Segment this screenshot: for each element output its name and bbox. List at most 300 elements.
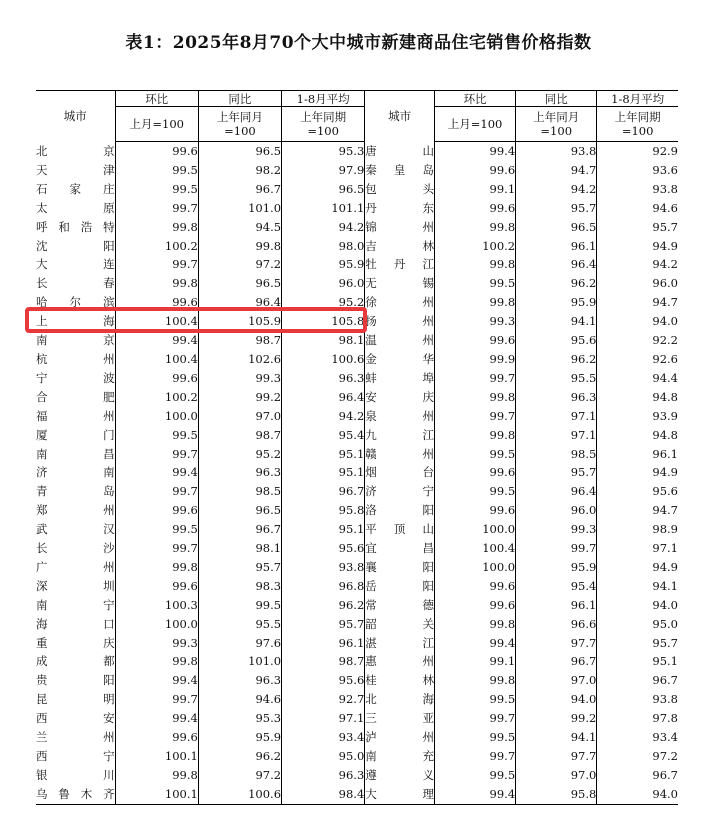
yoy-cell: 95.7 xyxy=(516,199,597,218)
city-name-cell: 惠州 xyxy=(365,652,435,671)
avg-cell: 96.1 xyxy=(282,634,365,653)
avg-cell: 95.0 xyxy=(597,615,678,634)
mom-cell: 99.7 xyxy=(434,407,515,426)
yoy-cell: 97.1 xyxy=(516,426,597,445)
table-row xyxy=(36,785,678,804)
avg-cell: 95.7 xyxy=(282,615,365,634)
city-name-cell: 长春 xyxy=(36,276,115,291)
yoy-cell: 93.8 xyxy=(516,142,597,161)
mom-cell: 99.5 xyxy=(434,766,515,785)
mom-cell: 99.8 xyxy=(434,426,515,445)
yoy-cell: 96.3 xyxy=(198,463,281,482)
table-body xyxy=(36,142,678,805)
yoy-cell: 96.7 xyxy=(516,652,597,671)
yoy-cell: 98.5 xyxy=(516,445,597,464)
mom-cell: 99.8 xyxy=(115,274,198,293)
yoy-cell: 97.0 xyxy=(198,407,281,426)
city-name-cell: 沈阳 xyxy=(36,238,115,253)
mom-cell: 99.5 xyxy=(115,426,198,445)
city-name-cell: 大理 xyxy=(365,785,435,804)
city-name-cell: 平顶山 xyxy=(365,520,435,539)
mom-cell: 99.6 xyxy=(434,199,515,218)
mom-cell: 99.4 xyxy=(115,671,198,690)
col-subheader-mom: 上月=100 xyxy=(115,107,198,142)
avg-cell: 96.7 xyxy=(282,482,365,501)
city-name-cell: 深圳 xyxy=(36,578,115,593)
yoy-cell: 98.5 xyxy=(198,482,281,501)
yoy-cell: 96.5 xyxy=(198,142,281,161)
yoy-cell: 96.3 xyxy=(198,671,281,690)
yoy-cell: 96.4 xyxy=(198,293,281,312)
yoy-cell: 98.3 xyxy=(198,577,281,596)
avg-cell: 96.3 xyxy=(282,766,365,785)
avg-cell: 93.4 xyxy=(282,728,365,747)
col-subheader-avg: 上年同期 =100 xyxy=(282,107,365,142)
mom-cell: 100.0 xyxy=(434,520,515,539)
city-name-cell: 赣州 xyxy=(365,445,435,464)
avg-cell: 96.0 xyxy=(282,274,365,293)
mom-cell: 99.8 xyxy=(434,671,515,690)
avg-cell: 95.1 xyxy=(597,652,678,671)
mom-cell: 99.7 xyxy=(115,482,198,501)
yoy-cell: 96.7 xyxy=(198,520,281,539)
avg-cell: 94.0 xyxy=(597,785,678,804)
avg-cell: 93.8 xyxy=(597,690,678,709)
table-row xyxy=(36,728,678,747)
avg-cell: 97.1 xyxy=(282,709,365,728)
avg-cell: 96.3 xyxy=(282,369,365,388)
city-name-cell: 南京 xyxy=(36,333,115,348)
city-name-cell: 昆明 xyxy=(36,692,115,707)
city-name-cell: 哈尔滨 xyxy=(36,295,115,310)
avg-cell: 95.6 xyxy=(282,671,365,690)
mom-cell: 99.6 xyxy=(115,728,198,747)
col-header-city-2: 城市 xyxy=(365,91,435,142)
mom-cell: 100.3 xyxy=(115,596,198,615)
avg-cell: 92.6 xyxy=(597,350,678,369)
col-header-city: 城市 xyxy=(36,91,115,142)
city-name-cell: 遵义 xyxy=(365,766,435,785)
city-name-cell: 长沙 xyxy=(36,541,115,556)
mom-cell: 100.4 xyxy=(115,312,198,331)
mom-cell: 100.4 xyxy=(434,539,515,558)
table-row xyxy=(36,199,678,218)
yoy-cell: 94.6 xyxy=(198,690,281,709)
mom-cell: 100.4 xyxy=(115,350,198,369)
mom-cell: 100.2 xyxy=(115,237,198,256)
yoy-cell: 94.1 xyxy=(516,312,597,331)
mom-cell: 99.5 xyxy=(434,482,515,501)
mom-cell: 99.7 xyxy=(115,690,198,709)
yoy-cell: 96.0 xyxy=(516,501,597,520)
avg-cell: 98.4 xyxy=(282,785,365,804)
yoy-cell: 97.7 xyxy=(516,747,597,766)
avg-cell: 94.1 xyxy=(597,577,678,596)
mom-cell: 99.3 xyxy=(115,634,198,653)
mom-cell: 99.6 xyxy=(434,463,515,482)
mom-cell: 99.6 xyxy=(434,577,515,596)
city-name-cell: 牡丹江 xyxy=(365,255,435,274)
table-row xyxy=(36,445,678,464)
city-name-cell: 上海 xyxy=(36,314,115,329)
yoy-cell: 96.1 xyxy=(516,596,597,615)
yoy-cell: 94.2 xyxy=(516,180,597,199)
yoy-cell: 95.6 xyxy=(516,331,597,350)
city-name-cell: 扬州 xyxy=(365,312,435,331)
yoy-cell: 100.6 xyxy=(198,785,281,804)
mom-cell: 99.7 xyxy=(115,199,198,218)
avg-cell: 92.9 xyxy=(597,142,678,161)
avg-cell: 95.2 xyxy=(282,293,365,312)
avg-cell: 98.1 xyxy=(282,331,365,350)
table-row xyxy=(36,255,678,274)
mom-cell: 99.4 xyxy=(115,463,198,482)
avg-cell: 105.8 xyxy=(282,312,365,331)
table-row xyxy=(36,180,678,199)
mom-cell: 99.7 xyxy=(434,709,515,728)
mom-cell: 99.4 xyxy=(115,331,198,350)
city-name-cell: 大连 xyxy=(36,257,115,272)
city-name-cell: 泸州 xyxy=(365,728,435,747)
col-header-yoy-2: 同比 xyxy=(516,91,597,107)
avg-cell: 95.6 xyxy=(597,482,678,501)
avg-cell: 94.8 xyxy=(597,426,678,445)
city-name-cell: 湛江 xyxy=(365,634,435,653)
mom-cell: 99.6 xyxy=(434,501,515,520)
city-name-cell: 襄阳 xyxy=(365,558,435,577)
city-name-cell: 合肥 xyxy=(36,389,115,404)
table-row xyxy=(36,596,678,615)
table-row xyxy=(36,218,678,237)
city-name-cell: 银川 xyxy=(36,767,115,782)
mom-cell: 99.8 xyxy=(434,293,515,312)
col-header-avg: 1-8月平均 xyxy=(282,91,365,107)
city-name-cell: 桂林 xyxy=(365,671,435,690)
yoy-cell: 97.6 xyxy=(198,634,281,653)
col-header-mom: 环比 xyxy=(115,91,198,107)
avg-cell: 94.6 xyxy=(597,199,678,218)
yoy-cell: 105.9 xyxy=(198,312,281,331)
mom-cell: 100.2 xyxy=(115,388,198,407)
mom-cell: 100.0 xyxy=(434,558,515,577)
yoy-cell: 94.7 xyxy=(516,161,597,180)
city-name-cell: 蚌埠 xyxy=(365,369,435,388)
table-row xyxy=(36,407,678,426)
avg-cell: 95.1 xyxy=(282,463,365,482)
city-name-cell: 天津 xyxy=(36,162,115,177)
avg-cell: 97.2 xyxy=(597,747,678,766)
city-name-cell: 西安 xyxy=(36,711,115,726)
city-name-cell: 石家庄 xyxy=(36,181,115,196)
mom-cell: 99.8 xyxy=(434,218,515,237)
table-row xyxy=(36,274,678,293)
mom-cell: 99.5 xyxy=(434,728,515,747)
avg-cell: 98.9 xyxy=(597,520,678,539)
mom-cell: 99.7 xyxy=(434,369,515,388)
city-name-cell: 包头 xyxy=(365,180,435,199)
yoy-cell: 95.7 xyxy=(516,463,597,482)
city-name-cell: 锦州 xyxy=(365,218,435,237)
table-row xyxy=(36,577,678,596)
avg-cell: 94.9 xyxy=(597,237,678,256)
city-name-cell: 南充 xyxy=(365,747,435,766)
avg-cell: 94.2 xyxy=(282,407,365,426)
mom-cell: 99.9 xyxy=(434,350,515,369)
avg-cell: 94.0 xyxy=(597,596,678,615)
yoy-cell: 95.7 xyxy=(198,558,281,577)
city-name-cell: 郑州 xyxy=(36,503,115,518)
city-name-cell: 乌鲁木齐 xyxy=(36,785,115,804)
city-name-cell: 济宁 xyxy=(365,482,435,501)
mom-cell: 99.6 xyxy=(115,369,198,388)
avg-cell: 94.2 xyxy=(282,218,365,237)
mom-cell: 99.8 xyxy=(115,652,198,671)
avg-cell: 93.4 xyxy=(597,728,678,747)
city-name-cell: 无锡 xyxy=(365,274,435,293)
yoy-cell: 96.5 xyxy=(198,501,281,520)
avg-cell: 93.6 xyxy=(597,161,678,180)
avg-cell: 92.7 xyxy=(282,690,365,709)
yoy-cell: 101.0 xyxy=(198,199,281,218)
mom-cell: 99.5 xyxy=(434,274,515,293)
yoy-cell: 96.2 xyxy=(516,350,597,369)
mom-cell: 99.6 xyxy=(434,161,515,180)
mom-cell: 100.0 xyxy=(115,407,198,426)
avg-cell: 98.0 xyxy=(282,237,365,256)
avg-cell: 93.8 xyxy=(597,180,678,199)
avg-cell: 95.4 xyxy=(282,426,365,445)
city-name-cell: 成都 xyxy=(36,654,115,669)
avg-cell: 95.8 xyxy=(282,501,365,520)
mom-cell: 99.3 xyxy=(434,312,515,331)
city-name-cell: 厦门 xyxy=(36,427,115,442)
yoy-cell: 96.7 xyxy=(198,180,281,199)
table-row xyxy=(36,615,678,634)
city-name-cell: 北海 xyxy=(365,690,435,709)
avg-cell: 92.2 xyxy=(597,331,678,350)
mom-cell: 99.8 xyxy=(434,388,515,407)
city-name-cell: 金华 xyxy=(365,350,435,369)
avg-cell: 96.1 xyxy=(597,445,678,464)
yoy-cell: 95.8 xyxy=(516,785,597,804)
yoy-cell: 95.9 xyxy=(198,728,281,747)
table-row xyxy=(36,161,678,180)
table-row xyxy=(36,747,678,766)
yoy-cell: 97.2 xyxy=(198,255,281,274)
city-name-cell: 济南 xyxy=(36,465,115,480)
avg-cell: 94.9 xyxy=(597,463,678,482)
yoy-cell: 97.1 xyxy=(516,407,597,426)
city-name-cell: 徐州 xyxy=(365,293,435,312)
mom-cell: 99.4 xyxy=(434,785,515,804)
yoy-cell: 94.5 xyxy=(198,218,281,237)
table-row xyxy=(36,709,678,728)
table-row xyxy=(36,463,678,482)
city-name-cell: 呼和浩特 xyxy=(36,219,115,234)
avg-cell: 97.8 xyxy=(597,709,678,728)
table-row xyxy=(36,690,678,709)
table-row xyxy=(36,482,678,501)
yoy-cell: 95.5 xyxy=(198,615,281,634)
avg-cell: 95.7 xyxy=(597,634,678,653)
avg-cell: 95.1 xyxy=(282,445,365,464)
avg-cell: 96.0 xyxy=(597,274,678,293)
avg-cell: 93.9 xyxy=(597,407,678,426)
avg-cell: 95.6 xyxy=(282,539,365,558)
mom-cell: 99.1 xyxy=(434,652,515,671)
avg-cell: 100.6 xyxy=(282,350,365,369)
mom-cell: 99.5 xyxy=(115,520,198,539)
yoy-cell: 96.6 xyxy=(516,615,597,634)
city-name-cell: 福州 xyxy=(36,408,115,423)
avg-cell: 94.2 xyxy=(597,255,678,274)
mom-cell: 99.8 xyxy=(115,766,198,785)
city-name-cell: 重庆 xyxy=(36,635,115,650)
city-name-cell: 兰州 xyxy=(36,730,115,745)
city-name-cell: 杭州 xyxy=(36,351,115,366)
mom-cell: 99.5 xyxy=(115,161,198,180)
table-row xyxy=(36,634,678,653)
mom-cell: 99.4 xyxy=(434,142,515,161)
yoy-cell: 96.5 xyxy=(198,274,281,293)
table-row xyxy=(36,388,678,407)
table-row xyxy=(36,426,678,445)
avg-cell: 96.7 xyxy=(597,671,678,690)
city-name-cell: 泉州 xyxy=(365,407,435,426)
table-row xyxy=(36,539,678,558)
yoy-cell: 96.5 xyxy=(516,218,597,237)
mom-cell: 100.2 xyxy=(434,237,515,256)
city-name-cell: 九江 xyxy=(365,426,435,445)
yoy-cell: 96.1 xyxy=(516,237,597,256)
avg-cell: 96.7 xyxy=(597,766,678,785)
yoy-cell: 96.4 xyxy=(516,255,597,274)
mom-cell: 99.5 xyxy=(434,690,515,709)
avg-cell: 95.1 xyxy=(282,520,365,539)
avg-cell: 95.0 xyxy=(282,747,365,766)
city-name-cell: 洛阳 xyxy=(365,501,435,520)
col-header-yoy: 同比 xyxy=(198,91,281,107)
yoy-cell: 97.0 xyxy=(516,766,597,785)
yoy-cell: 96.2 xyxy=(516,274,597,293)
avg-cell: 97.9 xyxy=(282,161,365,180)
table-row xyxy=(36,652,678,671)
yoy-cell: 98.7 xyxy=(198,426,281,445)
city-name-cell: 南宁 xyxy=(36,597,115,612)
city-name-cell: 宜昌 xyxy=(365,539,435,558)
table-row xyxy=(36,501,678,520)
city-name-cell: 武汉 xyxy=(36,522,115,537)
yoy-cell: 98.2 xyxy=(198,161,281,180)
yoy-cell: 99.8 xyxy=(198,237,281,256)
avg-cell: 96.2 xyxy=(282,596,365,615)
table-row xyxy=(36,350,678,369)
yoy-cell: 97.7 xyxy=(516,634,597,653)
mom-cell: 99.8 xyxy=(115,558,198,577)
yoy-cell: 99.3 xyxy=(516,520,597,539)
city-name-cell: 太原 xyxy=(36,200,115,215)
mom-cell: 99.6 xyxy=(115,577,198,596)
city-name-cell: 吉林 xyxy=(365,237,435,256)
col-header-mom-2: 环比 xyxy=(434,91,515,107)
yoy-cell: 101.0 xyxy=(198,652,281,671)
mom-cell: 99.6 xyxy=(434,596,515,615)
table-row xyxy=(36,142,678,161)
yoy-cell: 99.5 xyxy=(198,596,281,615)
yoy-cell: 95.4 xyxy=(516,577,597,596)
yoy-cell: 99.2 xyxy=(198,388,281,407)
price-index-table xyxy=(36,90,678,805)
yoy-cell: 95.2 xyxy=(198,445,281,464)
mom-cell: 99.7 xyxy=(115,539,198,558)
avg-cell: 94.4 xyxy=(597,369,678,388)
avg-cell: 94.9 xyxy=(597,558,678,577)
city-name-cell: 韶关 xyxy=(365,615,435,634)
mom-cell: 99.7 xyxy=(115,445,198,464)
col-subheader-avg-2: 上年同期 =100 xyxy=(597,107,678,142)
avg-cell: 101.1 xyxy=(282,199,365,218)
table-row xyxy=(36,331,678,350)
mom-cell: 99.8 xyxy=(434,255,515,274)
yoy-cell: 94.1 xyxy=(516,728,597,747)
city-name-cell: 西宁 xyxy=(36,749,115,763)
avg-cell: 96.8 xyxy=(282,577,365,596)
yoy-cell: 94.0 xyxy=(516,690,597,709)
yoy-cell: 102.6 xyxy=(198,350,281,369)
col-subheader-mom-2: 上月=100 xyxy=(434,107,515,142)
city-name-cell: 三亚 xyxy=(365,709,435,728)
yoy-cell: 95.5 xyxy=(516,369,597,388)
yoy-cell: 96.4 xyxy=(516,482,597,501)
city-name-cell: 秦皇岛 xyxy=(365,161,435,180)
mom-cell: 99.1 xyxy=(434,180,515,199)
yoy-cell: 99.2 xyxy=(516,709,597,728)
avg-cell: 94.7 xyxy=(597,293,678,312)
mom-cell: 99.7 xyxy=(434,747,515,766)
city-name-cell: 烟台 xyxy=(365,463,435,482)
mom-cell: 100.1 xyxy=(115,747,198,766)
table-row xyxy=(36,520,678,539)
city-name-cell: 南昌 xyxy=(36,446,115,461)
avg-cell: 93.8 xyxy=(282,558,365,577)
col-subheader-yoy: 上年同月 =100 xyxy=(198,107,281,142)
mom-cell: 99.5 xyxy=(115,180,198,199)
city-name-cell: 常德 xyxy=(365,596,435,615)
city-name-cell: 安庆 xyxy=(365,388,435,407)
table-title: 表1：2025年8月70个大中城市新建商品住宅销售价格指数 xyxy=(125,33,592,53)
mom-cell: 99.6 xyxy=(115,142,198,161)
yoy-cell: 95.9 xyxy=(516,293,597,312)
mom-cell: 99.6 xyxy=(115,501,198,520)
yoy-cell: 97.2 xyxy=(198,766,281,785)
city-name-cell: 温州 xyxy=(365,331,435,350)
mom-cell: 99.7 xyxy=(115,255,198,274)
avg-cell: 98.7 xyxy=(282,652,365,671)
col-subheader-yoy-2: 上年同月 =100 xyxy=(516,107,597,142)
table-row xyxy=(36,558,678,577)
mom-cell: 99.6 xyxy=(115,293,198,312)
yoy-cell: 98.1 xyxy=(198,539,281,558)
avg-cell: 94.7 xyxy=(597,501,678,520)
yoy-cell: 98.7 xyxy=(198,331,281,350)
city-name-cell: 丹东 xyxy=(365,199,435,218)
city-name-cell: 唐山 xyxy=(365,142,435,161)
avg-cell: 96.5 xyxy=(282,180,365,199)
yoy-cell: 95.9 xyxy=(516,558,597,577)
city-name-cell: 贵阳 xyxy=(36,673,115,688)
city-name-cell: 海口 xyxy=(36,616,115,631)
yoy-cell: 96.3 xyxy=(516,388,597,407)
